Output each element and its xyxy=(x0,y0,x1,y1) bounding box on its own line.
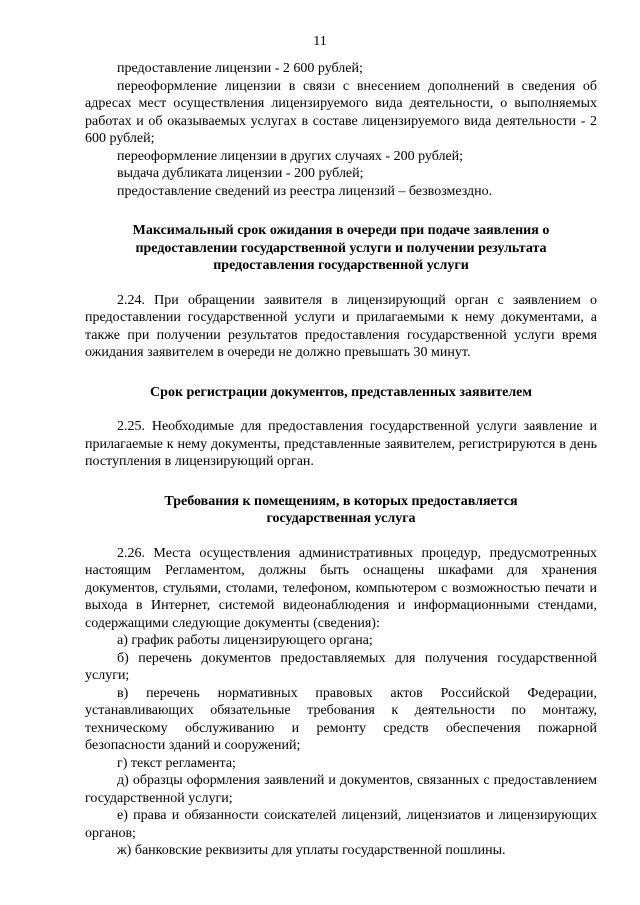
paragraph-2-26: 2.26. Места осуществления административных процедур, предусмотренных настоящим Регламентом, должны быть оснащены шкафами для хранения документов, стульями, столами, телефоном, компьютером с возможностью печати и выхода в Интернет, системой видеонаблюдения и информационными стендами, содержащими следующие документы (сведения): xyxy=(85,545,597,631)
list-item: б) перечень документов предоставляемых для получения государственной услуги; xyxy=(85,650,597,683)
premises-items-list xyxy=(85,632,597,860)
list-item: е) права и обязанности соискателей лицензий, лицензиатов и лицензирующих органов; xyxy=(85,808,597,841)
fee-item: предоставление сведений из реестра лицензий – безвозмездно. xyxy=(117,183,493,199)
document-body xyxy=(85,60,597,860)
list-item: а) график работы лицензирующего органа; xyxy=(117,633,373,648)
fee-item: выдача дубликата лицензии - 200 рублей; xyxy=(117,166,364,181)
fee-item: переоформление лицензии в связи с внесением дополнений в сведения об адресах мест осуществления лицензируемого вида деятельности, о выполняемых работах и об оказываемых услугах в составе лицензируемого вида деятельности - 2 600 рублей; xyxy=(85,78,597,146)
paragraph-2-24: 2.24. При обращении заявителя в лицензирующий орган с заявлением о предоставлении государственной услуги и прилагаемыми к нему документами, а также при получении результатов предоставления государственной услуги время ожидания заявителем в очереди не должно превышать 30 минут. xyxy=(85,292,597,360)
section-heading-wait-time: Максимальный срок ожидания в очереди при подаче заявления о предоставлении государственной услуги и получении результата предоставления государственной услуги xyxy=(132,223,550,273)
list-item: д) образцы оформления заявлений и документов, связанных с предоставлением государственной услуги; xyxy=(85,773,597,806)
fee-item: предоставление лицензии - 2 600 рублей; xyxy=(117,61,363,76)
fee-item: переоформление лицензии в других случаях - 200 рублей; xyxy=(117,148,464,164)
section-heading-registration: Срок регистрации документов, представленных заявителем xyxy=(150,384,532,400)
list-item: в) перечень нормативных правовых актов Российской Федерации, устанавливающих обязательные требования к деятельности по монтажу, техническому обслуживанию и ремонту средств обеспечения пожарной безопасности зданий и сооружений; xyxy=(85,685,597,753)
paragraph-2-25: 2.25. Необходимые для предоставления государственной услуги заявление и прилагаемые к нему документы, представленные заявителем, регистрируются в день поступления в лицензирующий орган. xyxy=(85,419,597,469)
list-item: г) текст регламента; xyxy=(117,755,236,771)
list-item: ж) банковские реквизиты для уплаты государственной пошлины. xyxy=(117,843,506,858)
page-number: 11 xyxy=(313,34,327,49)
fees-list xyxy=(85,60,597,200)
section-heading-premises: Требования к помещениям, в которых предоставляется государственная услуга xyxy=(164,493,518,526)
